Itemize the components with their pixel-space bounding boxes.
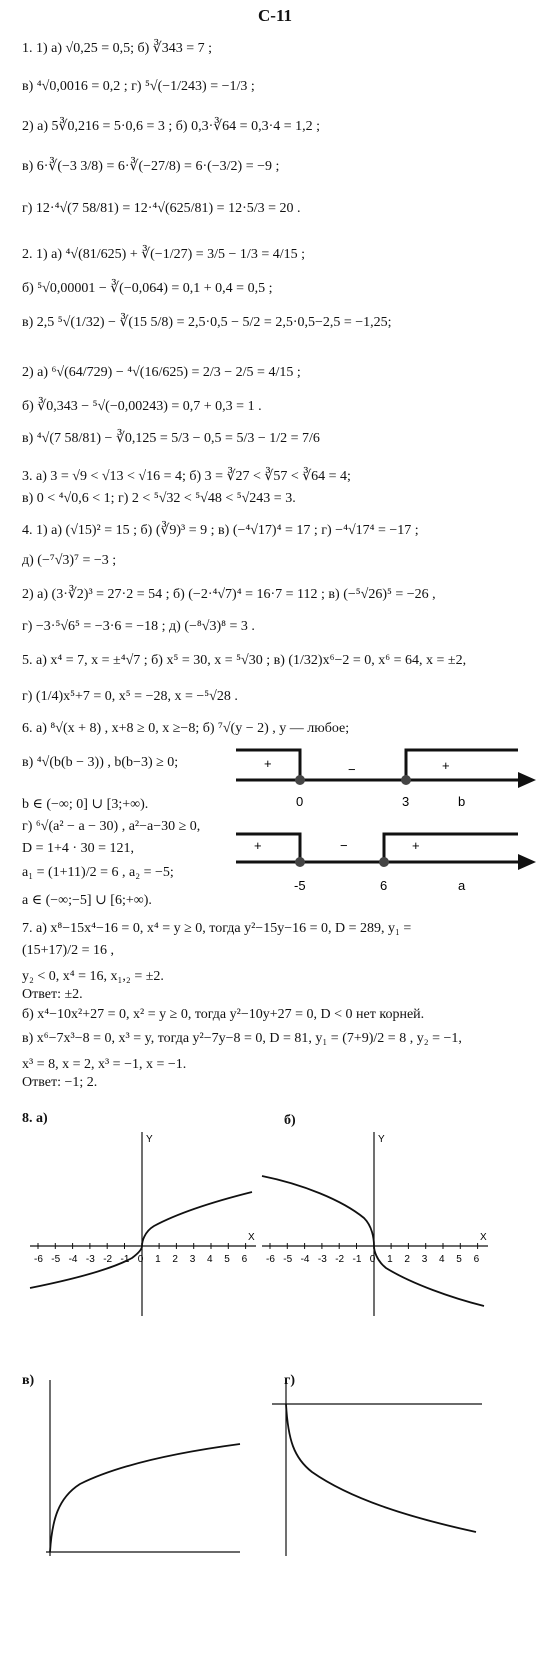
task-4-line-4: г) −3·⁵√6⁵ = −3·6 = −18 ; д) (−⁸√3)⁸ = 3 . xyxy=(22,619,255,634)
task-2-2-line-3: в) ⁴√(7 58/81) − ∛0,125 = 5/3 − 0,5 = 5/3 − 1/2 = 7/6 xyxy=(22,431,320,446)
task-5-line-2: г) (1/4)x⁵+7 = 0, x⁵ = −28, x = −⁵√28 . xyxy=(22,689,238,704)
tick-label: -5 xyxy=(283,1254,293,1265)
task-6-line-7: a ∈ (−∞;−5] ∪ [6;+∞). xyxy=(22,893,152,908)
task-6-line-4: г) ⁶√(a² − a − 30) , a²−a−30 ≥ 0, xyxy=(22,819,201,834)
tick-label: 0 xyxy=(137,1254,144,1265)
tick-label: -2 xyxy=(335,1254,345,1265)
tick-label: 3 xyxy=(421,1254,428,1265)
graph-b xyxy=(262,1120,492,1320)
tick-label: 0 xyxy=(369,1254,376,1265)
tick-label: 6 xyxy=(241,1254,248,1265)
tick-label: 2 xyxy=(404,1254,410,1265)
sign-2: − xyxy=(348,762,356,777)
task-4-line-1: 4. 1) а) (√15)² = 15 ; б) (∛9)³ = 9 ; в) (−⁴√17)⁴ = 17 ; г) −⁴√17⁴ = −17 ; xyxy=(22,523,419,538)
sign-1: + xyxy=(254,838,262,853)
y-axis-label: Y xyxy=(378,1134,385,1145)
task-3-line-1: 3. а) 3 = √9 < √13 < √16 = 4; б) 3 = ∛27 < ∛57 < ∛64 = 4; xyxy=(22,469,351,484)
point--5 xyxy=(295,857,305,867)
task-6-line-1: 6. а) ⁸√(x + 8) , x+8 ≥ 0, x ≥−8; б) ⁷√(y − 2) , y — любое; xyxy=(22,721,350,736)
graph-label-b: б) xyxy=(284,1113,296,1128)
task-1-2-line-2: в) 6·∛(−3 3/8) = 6·∛(−27/8) = 6·(−3/2) = −9 ; xyxy=(22,159,280,174)
point-label-0: 0 xyxy=(296,794,304,809)
graph-a xyxy=(30,1120,260,1320)
tick-label: -1 xyxy=(352,1254,362,1265)
x-axis-label: X xyxy=(480,1232,487,1243)
sign-2: − xyxy=(340,838,348,853)
function-curve xyxy=(262,1176,484,1306)
sign-curve xyxy=(236,834,518,862)
sign-curve xyxy=(236,750,518,780)
tick-label: 4 xyxy=(439,1254,445,1265)
function-curve xyxy=(50,1444,240,1552)
tick-label: -6 xyxy=(266,1254,275,1265)
task-7-line-5: б) x⁴−10x²+27 = 0, x² = y ≥ 0, тогда y²−10y+27 = 0, D < 0 нет корней. xyxy=(22,1007,425,1022)
tick-label: -3 xyxy=(317,1254,327,1265)
point-label--5: -5 xyxy=(294,878,306,893)
x-axis-label: X xyxy=(248,1232,255,1243)
tick-label: 5 xyxy=(224,1254,230,1265)
task-2-1-line-3: в) 2,5 ⁵√(1/32) − ∛(15 5/8) = 2,5·0,5 − 5/2 = 2,5·0,5−2,5 = −1,25; xyxy=(22,315,392,330)
task-1-1-line-2: в) ⁴√0,0016 = 0,2 ; г) ⁵√(−1/243) = −1/3 ; xyxy=(22,79,255,94)
var-label-b: b xyxy=(458,794,466,809)
task-6-line-5: D = 1+4 · 30 = 121, xyxy=(22,841,134,856)
tick-label: 2 xyxy=(172,1254,178,1265)
y-axis-label: Y xyxy=(146,1134,153,1145)
tick-label: -2 xyxy=(103,1254,113,1265)
var-label-a: a xyxy=(458,878,466,893)
point-label-3: 3 xyxy=(402,794,410,809)
task-7-line-7: x³ = 8, x = 2, x³ = −1, x = −1. xyxy=(22,1057,187,1072)
task-3-line-2: в) 0 < ⁴√0,6 < 1; г) 2 < ⁵√32 < ⁵√48 < ⁵√243 = 3. xyxy=(22,491,296,506)
arrow-head xyxy=(518,854,536,870)
arrow-head xyxy=(518,772,536,788)
tick-label: 1 xyxy=(155,1254,161,1265)
tick-label: 4 xyxy=(207,1254,213,1265)
task-4-line-2: д) (−⁷√3)⁷ = −3 ; xyxy=(22,553,117,568)
tick-label: -4 xyxy=(68,1254,78,1265)
tick-label: 5 xyxy=(456,1254,462,1265)
graph-g xyxy=(272,1380,502,1560)
task-7-line-2: (15+17)/2 = 16 , xyxy=(22,943,115,958)
tick-label: -6 xyxy=(34,1254,43,1265)
task-6-line-6: a₁ = (1+11)/2 = 6 , a₂ = −5; xyxy=(22,865,174,880)
function-curve xyxy=(286,1404,476,1532)
point-3 xyxy=(401,775,411,785)
task-1-2-line-3: г) 12·⁴√(7 58/81) = 12·⁴√(625/81) = 12·5/3 = 20 . xyxy=(22,201,301,216)
sign-3: + xyxy=(412,838,420,853)
graph-label-a: 8. а) xyxy=(22,1111,48,1126)
task-6-line-3: b ∈ (−∞; 0] ∪ [3;+∞). xyxy=(22,797,149,812)
task-2-1-line-2: б) ⁵√0,00001 − ∛(−0,064) = 0,1 + 0,4 = 0,5 ; xyxy=(22,281,273,296)
tick-label: -3 xyxy=(85,1254,95,1265)
task-4-line-3: 2) а) (3·∛2)³ = 27·2 = 54 ; б) (−2·⁴√7)⁴ = 16·7 = 112 ; в) (−⁵√26)⁵ = −26 , xyxy=(22,587,436,602)
sign-3: + xyxy=(442,758,450,773)
tick-label: -1 xyxy=(120,1254,130,1265)
task-1-2-line-1: 2) а) 5∛0,216 = 5·0,6 = 3 ; б) 0,3·∛64 = 0,3·4 = 1,2 ; xyxy=(22,119,321,134)
graph-v xyxy=(40,1380,260,1560)
task-2-2-line-2: б) ∛0,343 − ⁵√(−0,00243) = 0,7 + 0,3 = 1 . xyxy=(22,399,262,414)
point-label-6: 6 xyxy=(380,878,388,893)
tick-label: 1 xyxy=(387,1254,393,1265)
sign-1: + xyxy=(264,756,272,771)
number-line-b xyxy=(236,740,536,810)
task-7-line-4: Ответ: ±2. xyxy=(22,987,83,1002)
page-title: С-11 xyxy=(258,6,292,25)
point-6 xyxy=(379,857,389,867)
task-7-line-3: y₂ < 0, x⁴ = 16, x₁,₂ = ±2. xyxy=(22,969,164,984)
tick-label: 3 xyxy=(189,1254,196,1265)
task-7-line-8: Ответ: −1; 2. xyxy=(22,1075,98,1090)
task-2-2-line-1: 2) а) ⁶√(64/729) − ⁴√(16/625) = 2/3 − 2/5 = 4/15 ; xyxy=(22,365,301,380)
function-curve xyxy=(30,1192,252,1288)
tick-label: 6 xyxy=(473,1254,480,1265)
point-0 xyxy=(295,775,305,785)
tick-label: -5 xyxy=(51,1254,61,1265)
task-5-line-1: 5. а) x⁴ = 7, x = ±⁴√7 ; б) x⁵ = 30, x = ⁵√30 ; в) (1/32)x⁶−2 = 0, x⁶ = 64, x = ±2, xyxy=(22,653,467,668)
graph-label-g: г) xyxy=(284,1373,296,1388)
number-line-a xyxy=(236,828,536,898)
task-6-line-2: в) ⁴√(b(b − 3)) , b(b−3) ≥ 0; xyxy=(22,755,179,770)
graph-label-v: в) xyxy=(22,1373,35,1388)
task-2-1-line-1: 2. 1) а) ⁴√(81/625) + ∛(−1/27) = 3/5 − 1/3 = 4/15 ; xyxy=(22,247,305,262)
tick-label: -4 xyxy=(300,1254,310,1265)
task-7-line-6: в) x⁶−7x³−8 = 0, x³ = y, тогда y²−7y−8 = 0, D = 81, y₁ = (7+9)/2 = 8 , y₂ = −1, xyxy=(22,1031,462,1046)
task-7-line-1: 7. а) x⁸−15x⁴−16 = 0, x⁴ = y ≥ 0, тогда y²−15y−16 = 0, D = 289, y₁ = xyxy=(22,921,412,936)
task-1-1-line-1: 1. 1) а) √0,25 = 0,5; б) ∛343 = 7 ; xyxy=(22,41,212,56)
